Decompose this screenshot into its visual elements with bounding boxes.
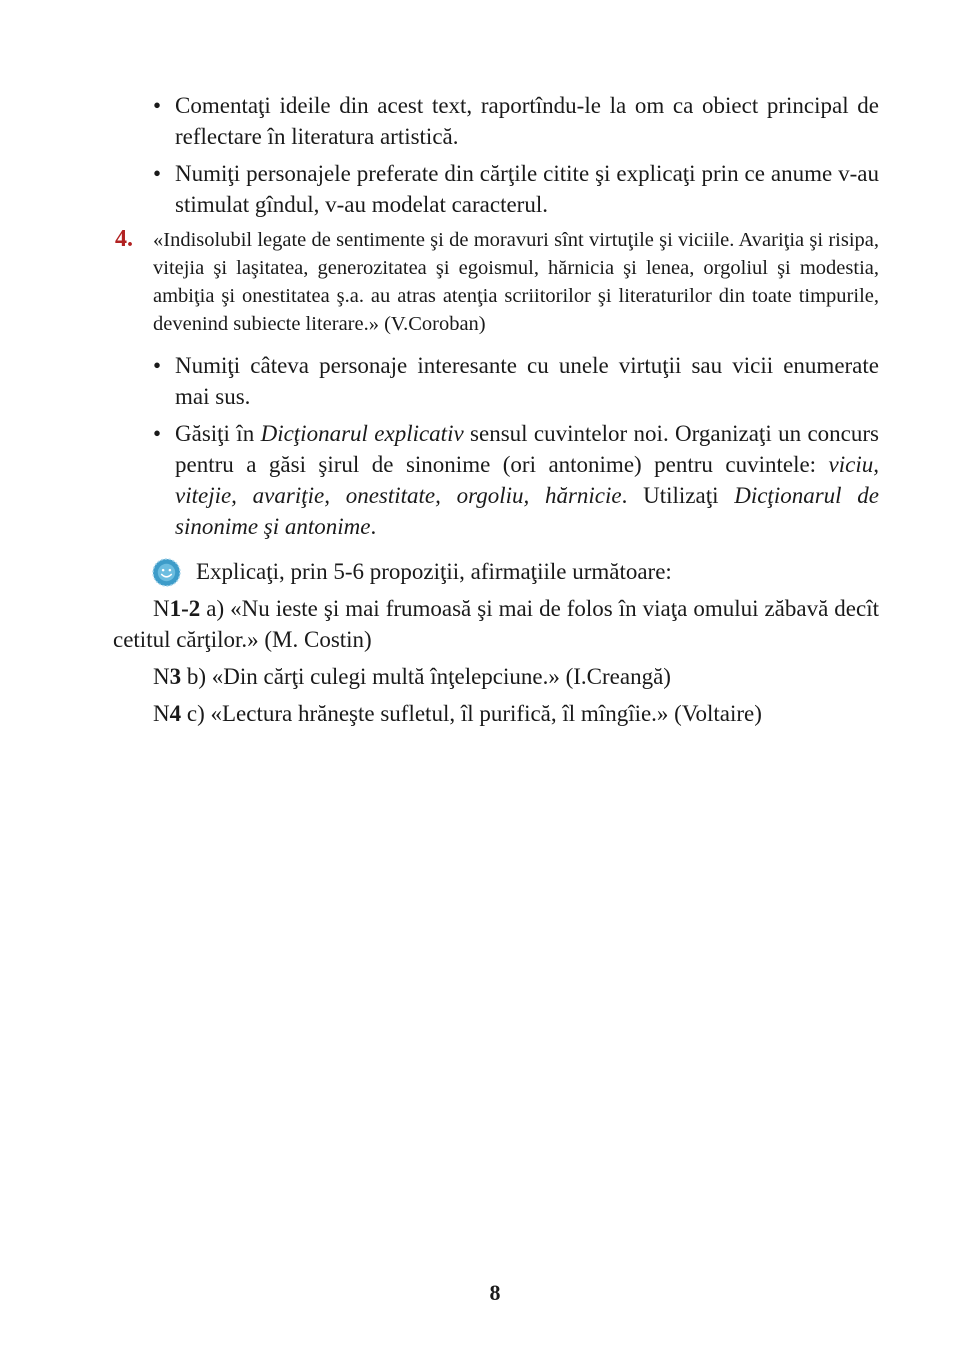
- bullet-marker: •: [153, 353, 162, 378]
- level-prefix: N: [153, 701, 170, 726]
- level-prefix: N: [153, 664, 170, 689]
- quote-text: a) «Nu ieste şi mai frumoasă şi mai de folos în viaţa omului zăbavă decît cetitul cărţilor.» (M. Costin): [113, 596, 879, 652]
- bullet-name-characters: [153, 350, 879, 412]
- bullet-italic-words: viciu, vitejie, avariţie, onestitate, orgoliu, hărnicie: [175, 452, 879, 508]
- level-number: 1-2: [169, 596, 201, 621]
- bullet-italic-dictionary: Dicţionarul explicativ: [260, 421, 464, 446]
- quote-text: c) «Lectura hrăneşte sufletul, îl purifică, îl mîngîie.» (Voltaire): [181, 701, 762, 726]
- bullet-text: Numiţi personajele preferate din cărţile citite şi explicaţi prin ce anume v-au stimulat gîndul, v-au modelat caracterul.: [175, 161, 879, 217]
- quote-voltaire: [113, 698, 879, 729]
- bullet-comment-ideas: [153, 90, 879, 152]
- quote-creanga: [113, 661, 879, 692]
- task-number: 4.: [115, 226, 133, 252]
- bullet-marker: •: [153, 93, 162, 118]
- explain-instruction: [196, 556, 879, 587]
- bullet-text-part: . Utilizaţi: [621, 483, 735, 508]
- bullet-italic-synonyms-dictionary: Dicţionarul de sinonime şi antonime: [175, 483, 879, 539]
- bullet-text: Numiţi câteva personaje interesante cu unele virtuţii sau vicii enumerate mai sus.: [175, 353, 879, 409]
- bullet-text-part: sensul cuvintelor noi. Organizaţi un concurs pentru a găsi şirul de sinonime (ori antonime) pentru cuvintele:: [175, 421, 879, 477]
- task-quote-text: «Indisolubil legate de sentimente şi de moravuri sînt virtuţile şi viciile. Avariţia şi risipa, vitejia şi laşitatea, generozitatea şi egoismul, hărnicia şi lenea, orgoliul şi modestia, ambiţia şi onestitatea ş.a. au atras atenţia scriitorilor şi literaturilor din toate timpurile, devenind subiecte literare.» (V.Coroban): [153, 229, 879, 335]
- level-number: 3: [169, 664, 182, 689]
- bullet-text-part: .: [370, 514, 377, 539]
- bullet-text: Comentaţi ideile din acest text, raportîndu-le la om ca obiect principal de reflectare în literatura artistică.: [175, 93, 879, 149]
- bullet-text-part: Găsiţi în: [175, 421, 261, 446]
- quote-text: b) «Din cărţi culegi multă înţelepciune.» (I.Creangă): [181, 664, 671, 689]
- bullet-dictionary-task: [153, 418, 879, 542]
- level-number: 4: [169, 701, 182, 726]
- explain-text: Explicaţi, prin 5-6 propoziţii, afirmaţiile următoare:: [196, 559, 672, 584]
- quote-costin: [113, 593, 879, 655]
- page-number: 8: [489, 1280, 501, 1305]
- page-content: [113, 90, 879, 735]
- bullet-marker: •: [153, 421, 162, 446]
- level-prefix: N: [153, 596, 170, 621]
- smiley-icon: [152, 558, 181, 587]
- bullet-favorite-characters: [153, 158, 879, 220]
- task-4: [115, 226, 879, 338]
- bullet-marker: •: [153, 161, 162, 186]
